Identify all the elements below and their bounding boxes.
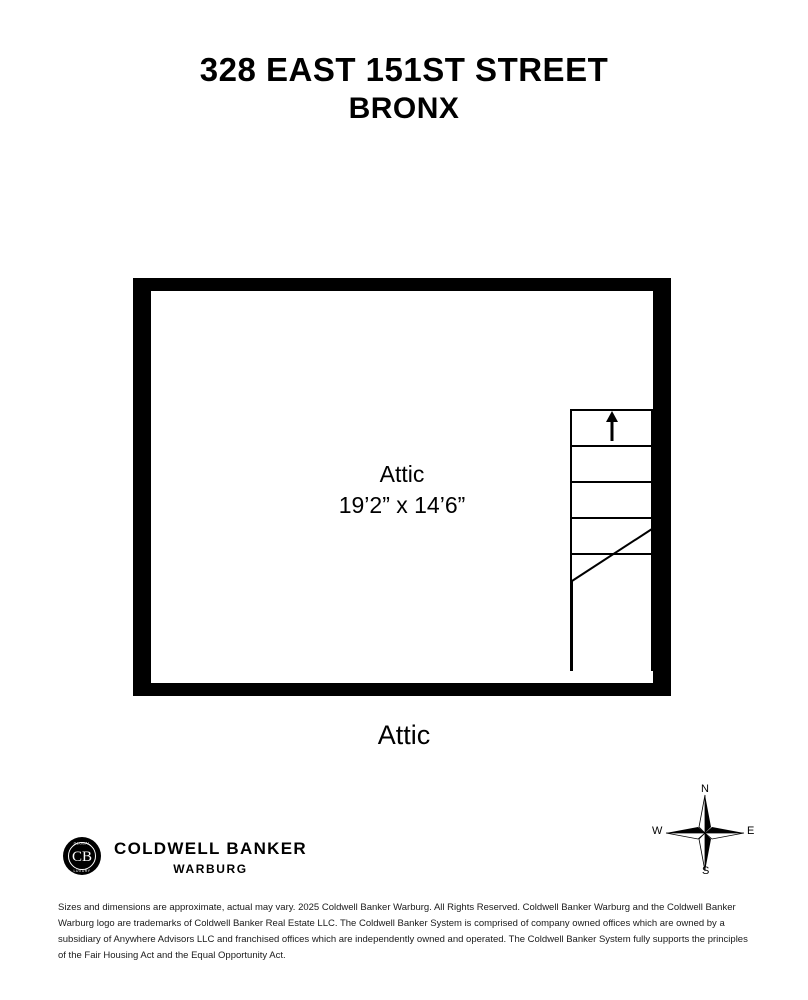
compass-east-label: E [747, 825, 755, 837]
brand-subname: WARBURG [173, 862, 248, 876]
stair-direction-line [572, 409, 655, 671]
property-address: 328 EAST 151ST STREET [199, 51, 609, 88]
floorplan-outer-wall [133, 278, 671, 696]
compass-west-label: W [652, 825, 663, 837]
brand-name: COLDWELL BANKER [114, 839, 307, 858]
staircase-icon [570, 409, 653, 671]
legal-disclaimer: Sizes and dimensions are approximate, actual may vary. 2025 Coldwell Banker Warburg. All Rights Reserved. Coldwell Banker Warburg and the Coldwell Banker Warburg logo are trademarks of Coldwell Banker Real Estate LLC. The Coldwell Banker System is comprised of company owned offices which are owned by a subsidiary of Anywhere Advisors LLC and franchised offices which are independently owned and operated. The Coldwell Banker System fully supports the principles of the Fair Housing Act and the Equal Opportunity Act. [58, 902, 748, 961]
svg-text:GLOBAL: GLOBAL [73, 841, 91, 846]
floorplan-interior [151, 291, 653, 683]
coldwell-banker-seal-icon [62, 836, 102, 876]
floorplan-caption: Attic [377, 720, 431, 750]
property-borough: BRONX [348, 92, 460, 125]
room-name: Attic [379, 461, 425, 487]
svg-text:CB: CB [71, 849, 93, 865]
compass-south-label: S [702, 865, 710, 877]
compass-rose-icon [650, 783, 760, 883]
page-title [0, 50, 808, 128]
stair-up-arrow-icon [605, 411, 619, 446]
room-dimensions: 19’2” x 14’6” [338, 492, 466, 518]
brand-logo-text [114, 839, 307, 877]
svg-text:LUXURY: LUXURY [73, 869, 91, 873]
brand-logo [62, 836, 362, 882]
compass-north-label: N [701, 783, 709, 795]
